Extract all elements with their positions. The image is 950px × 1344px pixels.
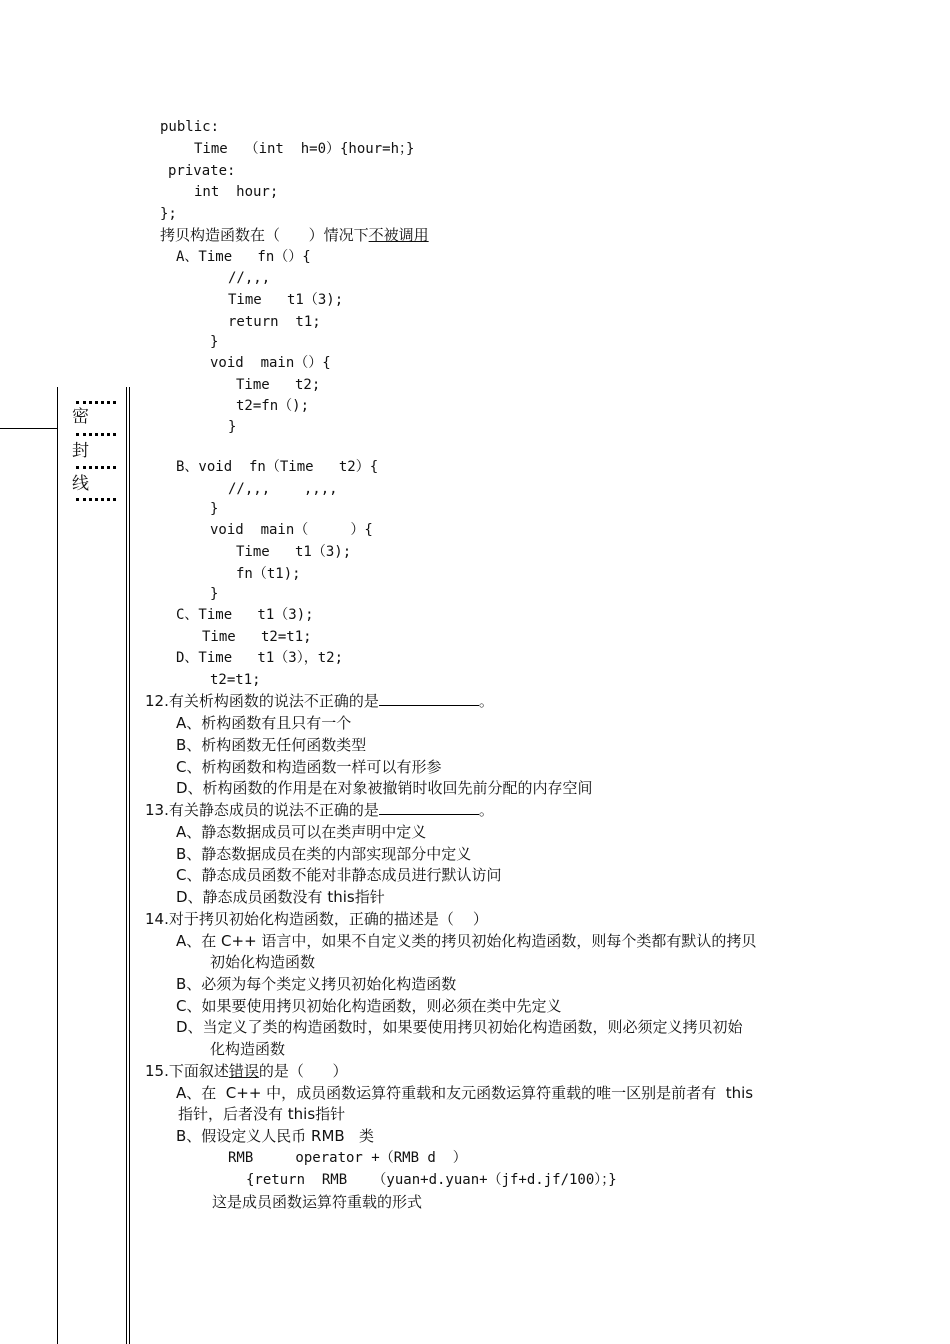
option-b: B、假设定义人民币 RMB 类 [176,1127,375,1145]
question-11-stem [160,225,429,245]
code-line: t2=fn（); [236,398,310,414]
margin-rule [129,387,130,1344]
option-a-continued: 初始化构造函数 [210,953,316,971]
option-a: A、析构函数有且只有一个 [176,714,352,732]
code-line: //,,, ,,,, [228,481,338,497]
option-a: A、静态数据成员可以在类声明中定义 [176,823,427,841]
option-a: A、在 C++ 中，成员函数运算符重载和友元函数运算符重载的唯一区别是前者有 this [176,1084,754,1102]
code-line: public: [160,119,220,135]
answer-blank [379,800,479,815]
code-line: void main（）{ [210,355,331,371]
code-line: return t1; [228,314,321,330]
question-stem-end: 的是（ ） [258,1062,348,1080]
option-c: C、如果要使用拷贝初始化构造函数，则必须在类中先定义 [176,997,562,1015]
code-line: int hour; [194,184,279,200]
question-stem-text: 13.有关静态成员的说法不正确的是 [145,801,379,819]
seal-char-xian: 线 [72,474,89,494]
option-d: D、当定义了类的构造函数时，如果要使用拷贝初始化构造函数，则必须定义拷贝初始 [176,1018,743,1036]
question-stem-text: 15.下面叙述 [145,1062,229,1080]
code-line: Time t1（3); [228,292,344,308]
option-d: D、静态成员函数没有 this指针 [176,888,385,906]
code-line: Time t2; [236,377,321,393]
code-line: fn（t1); [236,566,301,582]
option-c: C、析构函数和构造函数一样可以有形参 [176,758,442,776]
question-14-stem: 14.对于拷贝初始化构造函数，正确的描述是（ ） [145,910,488,928]
seal-dotted-line [76,433,116,440]
seal-dotted-line [76,498,116,505]
question-stem-end: 。 [478,801,494,819]
question-13-stem [145,800,494,820]
underlined-phrase: 不被调用 [368,226,429,244]
option-b-note: 这是成员函数运算符重载的形式 [212,1193,423,1211]
code-line: private: [168,163,236,179]
code-line: {return RMB （yuan+d.yuan+（jf+d.jf/100）；} [246,1172,617,1188]
code-line: t2=t1; [210,672,261,688]
option-b: B、析构函数无任何函数类型 [176,736,367,754]
seal-char-mi: 密 [72,407,89,427]
code-line: } [210,501,219,517]
code-line: } [228,419,237,435]
option-b: B、静态数据成员在类的内部实现部分中定义 [176,845,472,863]
underlined-phrase: 错误 [228,1062,259,1080]
question-15-stem [145,1061,347,1081]
option-c-line: C、Time t1（3); [176,607,314,623]
option-a-line: A、Time fn（）{ [176,249,311,265]
binding-margin [57,387,130,1344]
question-stem-end: 。 [478,692,494,710]
option-d-continued: 化构造函数 [210,1040,286,1058]
code-line: Time t1（3); [236,544,352,560]
code-line: //,,, [228,270,271,286]
option-b-line: B、void fn（Time t2）{ [176,459,379,475]
code-line: RMB operator +（RMB d ） [228,1150,467,1166]
margin-rule [126,387,127,1344]
question-stem-text: 12.有关析构函数的说法不正确的是 [145,692,379,710]
option-c: C、静态成员函数不能对非静态成员进行默认访问 [176,866,502,884]
question-12-stem [145,691,494,711]
margin-rule [0,428,57,429]
option-d: D、析构函数的作用是在对象被撤销时收回先前分配的内存空间 [176,779,593,797]
option-d-line: D、Time t1（3），t2; [176,650,344,666]
code-line: } [210,586,219,602]
code-line: Time t2=t1; [202,629,312,645]
code-line: void main（ ）{ [210,522,373,538]
option-a-continued: 指针，后者没有 this指针 [178,1105,346,1123]
code-line: Time （int h=0）{hour=h；} [194,141,415,157]
option-a: A、在 C++ 语言中，如果不自定义类的拷贝初始化构造函数，则每个类都有默认的拷贝 [176,932,757,950]
seal-dotted-line [76,466,116,473]
question-stem-text: 拷贝构造函数在（ ）情况下 [160,226,369,244]
seal-char-feng: 封 [72,441,89,461]
answer-blank [379,691,479,706]
code-line: } [210,334,219,350]
code-line: }; [160,206,177,222]
option-b: B、必须为每个类定义拷贝初始化构造函数 [176,975,457,993]
